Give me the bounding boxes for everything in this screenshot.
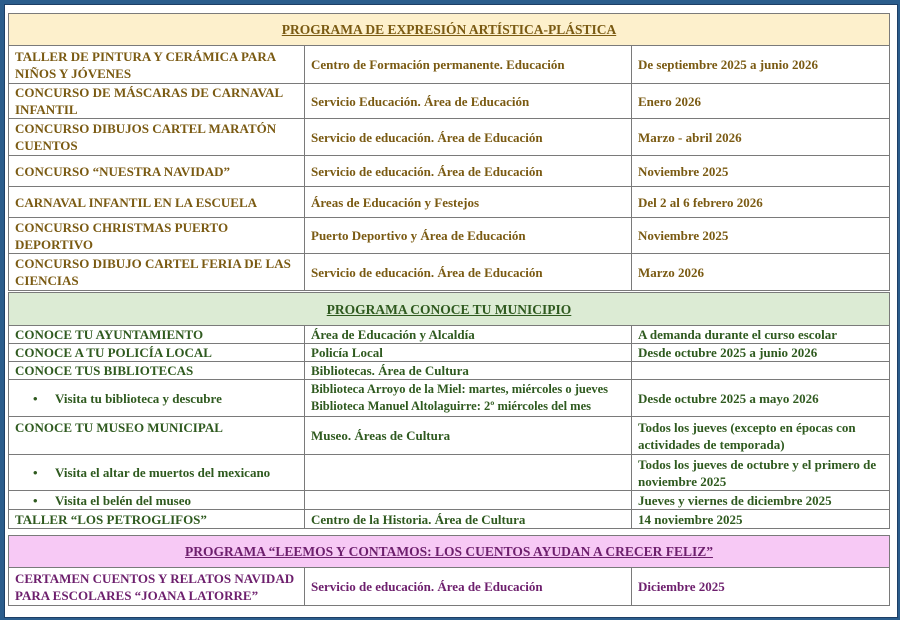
date: Desde octubre 2025 a junio 2026 [632, 344, 890, 362]
activity: CONCURSO DIBUJO CARTEL FERIA DE LAS CIENCIAS [9, 254, 305, 291]
date: Diciembre 2025 [632, 568, 890, 606]
date [632, 362, 890, 380]
organizer: Áreas de Educación y Festejos [305, 187, 632, 218]
table-row [9, 119, 890, 156]
organizer: Servicio de educación. Área de Educación [305, 156, 632, 187]
table-row [9, 187, 890, 218]
table-leemos-contamos [8, 535, 890, 606]
activity: CARNAVAL INFANTIL EN LA ESCUELA [9, 187, 305, 218]
table-row [9, 156, 890, 187]
organizer: Biblioteca Arroyo de la Miel: martes, miércoles o jueves Biblioteca Manuel Altolaguirre: 2º miércoles del mes [305, 380, 632, 417]
date: Enero 2026 [632, 84, 890, 119]
activity: CONCURSO CHRISTMAS PUERTO DEPORTIVO [9, 218, 305, 254]
table-row [9, 568, 890, 606]
organizer: Museo. Áreas de Cultura [305, 417, 632, 455]
section-title: PROGRAMA “LEEMOS Y CONTAMOS: LOS CUENTOS AYUDAN A CRECER FELIZ” [9, 536, 890, 568]
organizer: Centro de Formación permanente. Educación [305, 46, 632, 84]
activity: CONCURSO DE MÁSCARAS DE CARNAVAL INFANTIL [9, 84, 305, 119]
organizer [305, 491, 632, 510]
activity: TALLER DE PINTURA Y CERÁMICA PARA NIÑOS Y JÓVENES [9, 46, 305, 84]
organizer: Servicio de educación. Área de Educación [305, 568, 632, 606]
section-title: PROGRAMA DE EXPRESIÓN ARTÍSTICA-PLÁSTICA [9, 14, 890, 46]
organizer: Servicio Educación. Área de Educación [305, 84, 632, 119]
organizer: Policía Local [305, 344, 632, 362]
date: Marzo 2026 [632, 254, 890, 291]
organizer: Área de Educación y Alcaldía [305, 326, 632, 344]
activity: CONOCE TU AYUNTAMIENTO [9, 326, 305, 344]
table-conoce-municipio [8, 292, 890, 529]
table-expresion-artistica [8, 13, 890, 291]
activity: CONOCE TUS BIBLIOTECAS [9, 362, 305, 380]
table-row [9, 380, 890, 417]
table-row [9, 417, 890, 455]
date: 14 noviembre 2025 [632, 510, 890, 529]
date: Noviembre 2025 [632, 156, 890, 187]
section-title: PROGRAMA CONOCE TU MUNICIPIO [9, 293, 890, 326]
activity: • Visita el belén del museo [9, 491, 305, 510]
activity: CONOCE TU MUSEO MUNICIPAL [9, 417, 305, 455]
table-row [9, 510, 890, 529]
table-row [9, 218, 890, 254]
date: Noviembre 2025 [632, 218, 890, 254]
date: Todos los jueves de octubre y el primero de noviembre 2025 [632, 455, 890, 491]
activity: • Visita el altar de muertos del mexicano [9, 455, 305, 491]
document-page [4, 4, 898, 618]
date: Jueves y viernes de diciembre 2025 [632, 491, 890, 510]
activity: • Visita tu biblioteca y descubre [9, 380, 305, 417]
activity: CERTAMEN CUENTOS Y RELATOS NAVIDAD PARA ESCOLARES “JOANA LATORRE” [9, 568, 305, 606]
table-row [9, 455, 890, 491]
activity: CONCURSO “NUESTRA NAVIDAD” [9, 156, 305, 187]
organizer: Servicio de educación. Área de Educación [305, 119, 632, 156]
table-row [9, 84, 890, 119]
table-row [9, 344, 890, 362]
organizer: Centro de la Historia. Área de Cultura [305, 510, 632, 529]
table-row [9, 491, 890, 510]
date: Todos los jueves (excepto en épocas con actividades de temporada) [632, 417, 890, 455]
table-row [9, 46, 890, 84]
activity: CONCURSO DIBUJOS CARTEL MARATÓN CUENTOS [9, 119, 305, 156]
organizer: Puerto Deportivo y Área de Educación [305, 218, 632, 254]
activity: CONOCE A TU POLICÍA LOCAL [9, 344, 305, 362]
date: Desde octubre 2025 a mayo 2026 [632, 380, 890, 417]
table-row [9, 326, 890, 344]
table-row [9, 362, 890, 380]
organizer: Servicio de educación. Área de Educación [305, 254, 632, 291]
date: Del 2 al 6 febrero 2026 [632, 187, 890, 218]
date: Marzo - abril 2026 [632, 119, 890, 156]
organizer: Bibliotecas. Área de Cultura [305, 362, 632, 380]
date: A demanda durante el curso escolar [632, 326, 890, 344]
activity: TALLER “LOS PETROGLIFOS” [9, 510, 305, 529]
table-row [9, 254, 890, 291]
date: De septiembre 2025 a junio 2026 [632, 46, 890, 84]
organizer [305, 455, 632, 491]
